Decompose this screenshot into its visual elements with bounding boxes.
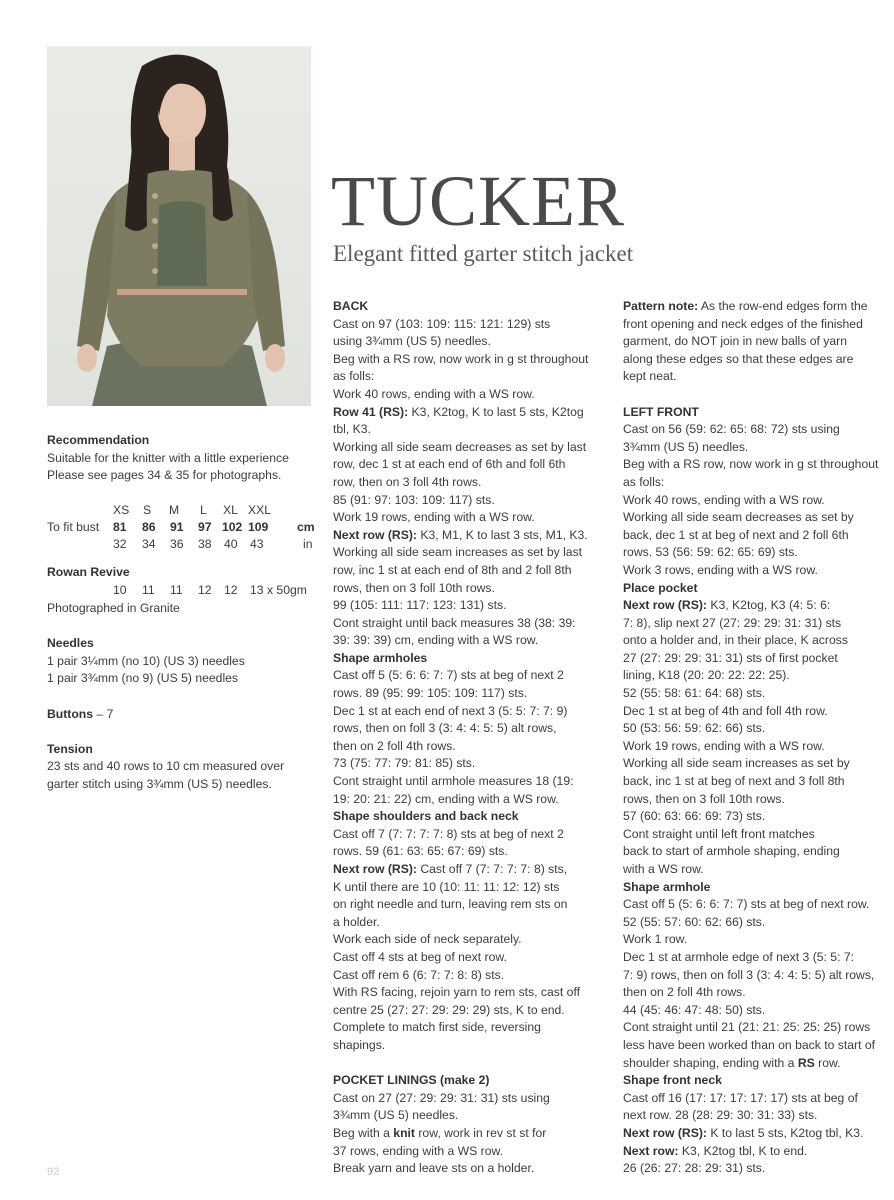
instruction-line: 73 (75: 77: 79: 81: 85) sts. bbox=[333, 756, 476, 771]
instruction-line: kept neat. bbox=[623, 369, 677, 384]
instruction-line: Work 40 rows, ending with a WS row. bbox=[333, 386, 535, 401]
row-text: As the row-end edges form the bbox=[698, 299, 868, 313]
instruction-line: Cont straight until 21 (21: 21: 25: 25: 25) rows bbox=[623, 1020, 871, 1035]
yarn-quantity: 12 bbox=[198, 582, 212, 597]
yarn-quantity: 11 bbox=[142, 582, 155, 597]
bust-in-value: 43 bbox=[250, 537, 264, 552]
instruction-line bbox=[333, 404, 608, 422]
instruction-line bbox=[333, 1125, 608, 1143]
instruction-line: Work 1 row. bbox=[623, 932, 688, 947]
instruction-line: Cast off 5 (5: 6: 6: 7: 7) sts at beg of next row. bbox=[623, 897, 870, 912]
yarn-quantity: 13 x 50gm bbox=[250, 582, 307, 597]
instruction-line: Work 19 rows, ending with a WS row. bbox=[333, 510, 535, 525]
instruction-line: garment, do NOT join in new balls of yarn bbox=[623, 334, 847, 349]
row-label: Next row (RS): bbox=[333, 527, 417, 542]
needles-heading: Needles bbox=[47, 636, 94, 651]
instruction-line: 57 (60: 63: 66: 69: 73) sts. bbox=[623, 809, 766, 824]
yarn-quantity: 12 bbox=[224, 582, 238, 597]
fit-bust-label: To fit bust bbox=[47, 520, 100, 535]
page-number: 92 bbox=[47, 1166, 60, 1178]
instruction-line: 85 (91: 97: 103: 109: 117) sts. bbox=[333, 492, 495, 507]
instruction-line: 7: 9) rows, then on foll 3 (3: 4: 4: 5: 5) alt rows, bbox=[623, 967, 875, 982]
pattern-details-column bbox=[47, 432, 317, 794]
instruction-line: rows. 89 (95: 99: 105: 109: 117) sts. bbox=[333, 686, 528, 701]
instruction-line: Break yarn and leave sts on a holder. bbox=[333, 1161, 535, 1176]
instruction-line: back, inc 1 st at beg of next and 3 foll 8th bbox=[623, 774, 845, 789]
instruction-line: using 3¾mm (US 5) needles. bbox=[333, 334, 491, 349]
row-text: Beg with a bbox=[333, 1125, 394, 1140]
bust-in-value: 34 bbox=[142, 537, 156, 552]
instruction-line: Cont straight until left front matches bbox=[623, 826, 815, 841]
instruction-line: shapings. bbox=[333, 1037, 386, 1052]
emphasis: RS bbox=[797, 1055, 815, 1070]
instruction-line: tbl, K3. bbox=[333, 422, 371, 437]
instruction-line: Dec 1 st at each end of next 3 (5: 5: 7: 7: 9) bbox=[333, 703, 568, 718]
cm-unit: cm bbox=[297, 520, 315, 535]
instruction-line: row, then on 3 foll 4th rows. bbox=[333, 474, 482, 489]
instruction-line: Work each side of neck separately. bbox=[333, 932, 522, 947]
instruction-line: less have been worked than on back to start of bbox=[623, 1037, 876, 1052]
row-label: Next row (RS): bbox=[333, 862, 417, 876]
left-front-instructions-column bbox=[623, 298, 888, 1178]
bust-cm-value: 81 bbox=[113, 520, 127, 535]
shape-front-neck-heading: Shape front neck bbox=[623, 1073, 722, 1088]
yarn-colour-note: Photographed in Granite bbox=[47, 600, 180, 615]
size-label: XL bbox=[223, 503, 238, 518]
instruction-line: 3¾mm (US 5) needles. bbox=[333, 1108, 459, 1123]
instruction-line: Working all side seam decreases as set by last bbox=[333, 439, 587, 454]
instruction-line: onto a holder and, in their place, K across bbox=[623, 633, 848, 648]
instruction-line: 39: 39: 39) cm, ending with a WS row. bbox=[333, 633, 539, 648]
instruction-line: 27 (27: 29: 29: 31: 31) sts of first pocket bbox=[623, 650, 838, 665]
instruction-line: back, dec 1 st at beg of next and 2 foll 6th bbox=[623, 527, 849, 542]
instruction-line: K until there are 10 (10: 11: 11: 12: 12) sts bbox=[333, 879, 560, 894]
instruction-line: Work 40 rows, ending with a WS row. bbox=[623, 492, 825, 507]
in-unit: in bbox=[303, 537, 313, 552]
instruction-line: Dec 1 st at beg of 4th and foll 4th row. bbox=[623, 703, 828, 718]
instruction-line: 52 (55: 57: 60: 62: 66) sts. bbox=[623, 914, 766, 929]
size-label: L bbox=[200, 503, 207, 518]
bust-cm-value: 97 bbox=[198, 520, 212, 535]
row-text: shoulder shaping, ending with a bbox=[623, 1055, 798, 1070]
back-heading: BACK bbox=[333, 299, 369, 313]
instruction-line: next row. 28 (28: 29: 30: 31: 33) sts. bbox=[623, 1108, 818, 1123]
buttons-count: – 7 bbox=[93, 706, 114, 721]
instruction-line: row, inc 1 st at each end of 8th and 2 foll 8th bbox=[333, 562, 572, 577]
instruction-line bbox=[623, 298, 888, 316]
place-pocket-heading: Place pocket bbox=[623, 580, 698, 595]
row-text: row, work in rev st st for bbox=[414, 1125, 547, 1140]
yarn-quantity: 10 bbox=[113, 582, 127, 597]
instruction-line: 3¾mm (US 5) needles. bbox=[623, 439, 749, 454]
tension-heading: Tension bbox=[47, 741, 93, 756]
size-label: XXL bbox=[248, 503, 272, 518]
instruction-line: Dec 1 st at armhole edge of next 3 (5: 5: 7: bbox=[623, 949, 855, 964]
instruction-line bbox=[333, 861, 608, 879]
shape-shoulders-heading: Shape shoulders and back neck bbox=[333, 809, 519, 824]
shape-armholes-heading: Shape armholes bbox=[333, 650, 428, 665]
tension-line: 23 sts and 40 rows to 10 cm measured over bbox=[47, 759, 285, 774]
instruction-line: Working all side seam decreases as set by bbox=[623, 510, 854, 525]
bust-cm-value: 102 bbox=[222, 520, 243, 535]
model-illustration bbox=[47, 46, 311, 406]
instruction-line: Cast off 7 (7: 7: 7: 7: 8) sts at beg of next 2 bbox=[333, 826, 564, 841]
emphasis: knit bbox=[393, 1125, 415, 1140]
instruction-line bbox=[623, 1143, 888, 1161]
size-label: S bbox=[143, 503, 152, 518]
row-text: K3, K2tog, K3 (4: 5: 6: bbox=[706, 598, 831, 613]
row-text: row. bbox=[814, 1055, 841, 1070]
bust-in-value: 36 bbox=[170, 537, 184, 552]
size-label: XS bbox=[113, 503, 130, 518]
instruction-line: Work 19 rows, ending with a WS row. bbox=[623, 738, 825, 753]
instruction-line: 26 (26: 27: 28: 29: 31) sts. bbox=[623, 1161, 766, 1176]
instruction-line: Beg with a RS row, now work in g st throughout bbox=[623, 457, 879, 472]
instruction-line bbox=[623, 1125, 888, 1143]
instruction-line: Cast off 4 sts at beg of next row. bbox=[333, 949, 507, 964]
instruction-line: rows, then on 3 foll 10th rows. bbox=[333, 580, 495, 595]
instruction-line: 37 rows, ending with a WS row. bbox=[333, 1143, 504, 1158]
instruction-line: Cont straight until back measures 38 (38: 39: bbox=[333, 615, 576, 630]
instruction-line: Beg with a RS row, now work in g st throughout bbox=[333, 351, 589, 366]
instruction-line: Cont straight until armhole measures 18 (19: bbox=[333, 774, 574, 789]
bust-cm-value: 91 bbox=[170, 520, 184, 535]
pattern-note-label: Pattern note: bbox=[623, 299, 699, 313]
row-label: Row 41 (RS): bbox=[333, 404, 409, 419]
bust-in-value: 32 bbox=[113, 537, 127, 552]
needles-line: 1 pair 3¾mm (no 9) (US 5) needles bbox=[47, 671, 239, 686]
instruction-line: a holder. bbox=[333, 914, 380, 929]
row-label: Next row (RS): bbox=[623, 598, 707, 613]
row-text: K3, K2tog, K to last 5 sts, K2tog bbox=[408, 404, 584, 419]
instruction-line bbox=[623, 1055, 888, 1073]
instruction-line: front opening and neck edges of the finished bbox=[623, 316, 863, 331]
instruction-line: as folls: bbox=[333, 369, 375, 384]
instruction-line: 99 (105: 111: 117: 123: 131) sts. bbox=[333, 598, 507, 613]
instruction-line: rows, then on foll 3 (3: 4: 4: 5: 5) alt rows, bbox=[333, 721, 557, 736]
size-table bbox=[47, 502, 327, 554]
yarn-quantity: 11 bbox=[170, 582, 183, 597]
instruction-line: Complete to match first side, reversing bbox=[333, 1020, 541, 1035]
shape-armhole-heading: Shape armhole bbox=[623, 879, 711, 894]
instruction-line: Working all side seam increases as set by bbox=[623, 756, 850, 771]
instruction-line bbox=[623, 597, 888, 615]
instruction-line: Cast off 5 (5: 6: 6: 7: 7) sts at beg of next 2 bbox=[333, 668, 564, 683]
yarn-quantities bbox=[47, 582, 327, 600]
recommendation-heading: Recommendation bbox=[47, 433, 150, 447]
row-text: K3, K2tog tbl, K to end. bbox=[678, 1143, 808, 1158]
row-label: Next row (RS): bbox=[623, 1125, 707, 1140]
left-front-heading: LEFT FRONT bbox=[623, 404, 699, 419]
instruction-line: 44 (45: 46: 47: 48: 50) sts. bbox=[623, 1002, 766, 1017]
instruction-line: Cast off rem 6 (6: 7: 7: 8: 8) sts. bbox=[333, 967, 505, 982]
pattern-title: TUCKER bbox=[331, 161, 625, 241]
recommendation-line: Please see pages 34 & 35 for photographs. bbox=[47, 468, 282, 483]
instruction-line: Work 3 rows, ending with a WS row. bbox=[623, 562, 818, 577]
instruction-line: 7: 8), slip next 27 (27: 29: 29: 31: 31) sts bbox=[623, 615, 842, 630]
instruction-line: centre 25 (27: 27: 29: 29: 29) sts, K to end. bbox=[333, 1002, 565, 1017]
instruction-line: Cast on 56 (59: 62: 65: 68: 72) sts using bbox=[623, 422, 840, 437]
instruction-line: 50 (53: 56: 59: 62: 66) sts. bbox=[623, 721, 766, 736]
bust-cm-value: 109 bbox=[248, 520, 269, 535]
pocket-linings-heading: POCKET LININGS (make 2) bbox=[333, 1073, 490, 1088]
instruction-line: rows, then on 3 foll 10th rows. bbox=[623, 791, 785, 806]
instruction-line: With RS facing, rejoin yarn to rem sts, cast off bbox=[333, 985, 580, 1000]
instruction-line: back to start of armhole shaping, ending bbox=[623, 844, 840, 859]
instruction-line: with a WS row. bbox=[623, 862, 704, 876]
instruction-line: Working all side seam increases as set by last bbox=[333, 545, 583, 560]
buttons-heading: Buttons bbox=[47, 706, 94, 721]
instruction-line: then on 2 foll 4th rows. bbox=[333, 738, 456, 753]
instruction-line bbox=[333, 527, 608, 545]
instruction-line: Cast on 27 (27: 29: 29: 31: 31) sts using bbox=[333, 1090, 550, 1105]
instruction-line: rows. 53 (56: 59: 62: 65: 69) sts. bbox=[623, 545, 798, 560]
instruction-line: as folls: bbox=[623, 474, 665, 489]
instruction-line: along these edges so that these edges are bbox=[623, 351, 854, 366]
row-text: Cast off 7 (7: 7: 7: 7: 8) sts, bbox=[416, 862, 568, 876]
instruction-line: lining, K18 (20: 20: 22: 22: 25). bbox=[623, 668, 790, 683]
back-instructions-column bbox=[333, 298, 608, 1178]
size-label: M bbox=[169, 503, 180, 518]
needles-line: 1 pair 3¼mm (no 10) (US 3) needles bbox=[47, 653, 245, 668]
instruction-line: on right needle and turn, leaving rem sts on bbox=[333, 897, 568, 912]
bust-in-value: 40 bbox=[224, 537, 238, 552]
model-photo bbox=[47, 46, 311, 406]
row-text: K to last 5 sts, K2tog tbl, K3. bbox=[706, 1125, 864, 1140]
bust-in-value: 38 bbox=[198, 537, 212, 552]
pattern-subtitle: Elegant fitted garter stitch jacket bbox=[333, 241, 634, 266]
row-label: Next row: bbox=[623, 1143, 679, 1158]
row-text: K3, M1, K to last 3 sts, M1, K3. bbox=[416, 527, 588, 542]
instruction-line: rows. 59 (61: 63: 65: 67: 69) sts. bbox=[333, 844, 508, 859]
recommendation-line: Suitable for the knitter with a little experience bbox=[47, 450, 289, 465]
instruction-line: Cast on 97 (103: 109: 115: 121: 129) sts bbox=[333, 316, 551, 331]
yarn-heading: Rowan Revive bbox=[47, 565, 130, 580]
instruction-line: 19: 20: 21: 22) cm, ending with a WS row. bbox=[333, 791, 559, 806]
instruction-line: then on 2 foll 4th rows. bbox=[623, 985, 746, 1000]
tension-line: garter stitch using 3¾mm (US 5) needles. bbox=[47, 776, 272, 791]
instruction-line: 52 (55: 58: 61: 64: 68) sts. bbox=[623, 686, 766, 701]
bust-cm-value: 86 bbox=[142, 520, 156, 535]
instruction-line: row, dec 1 st at each end of 6th and foll 6th bbox=[333, 457, 566, 472]
instruction-line: Cast off 16 (17: 17: 17: 17: 17) sts at beg of bbox=[623, 1090, 858, 1105]
